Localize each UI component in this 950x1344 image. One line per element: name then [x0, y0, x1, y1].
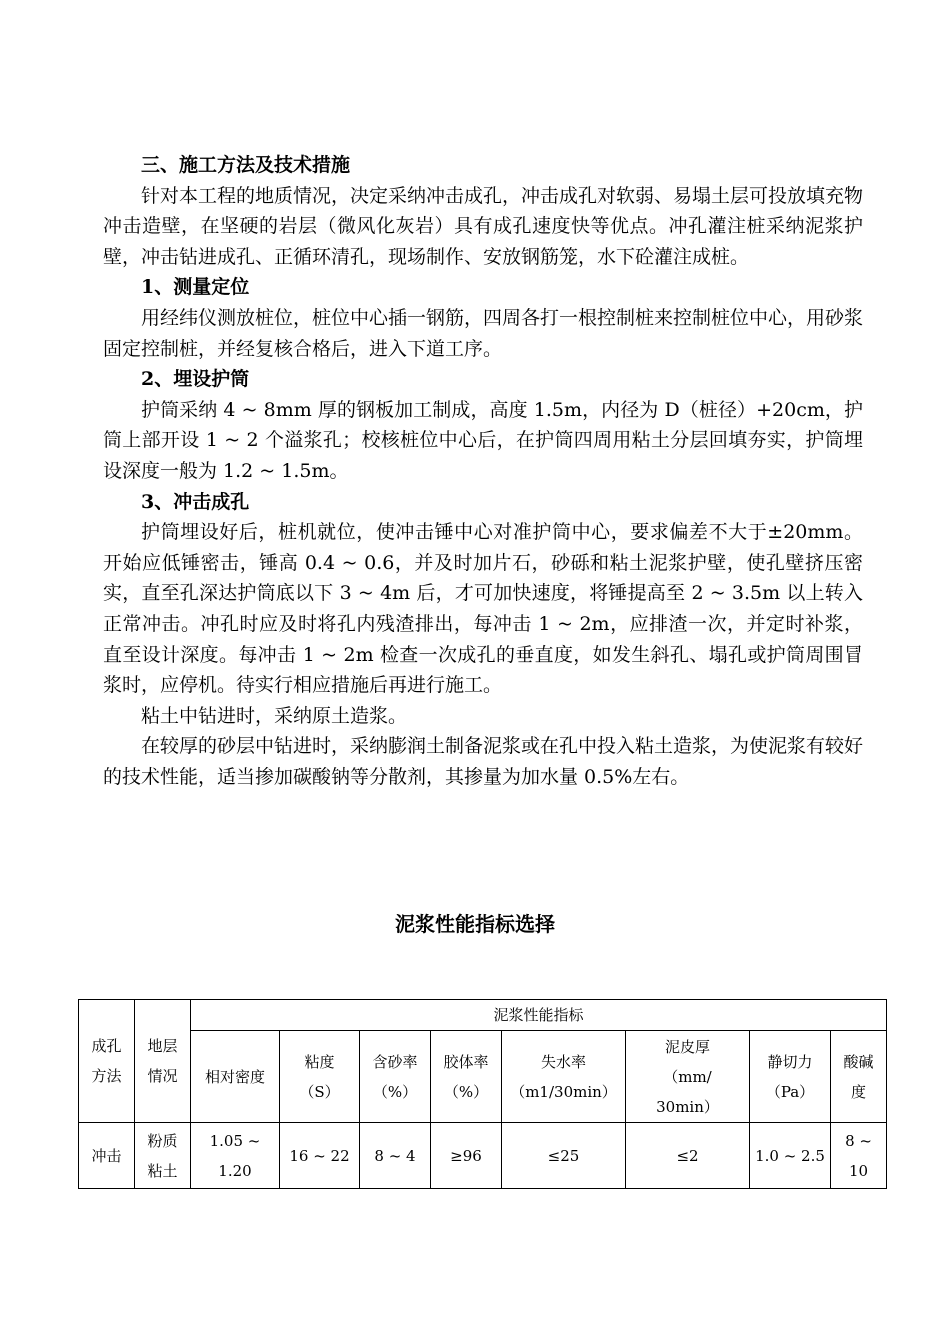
heading-casing: 2、埋设护筒	[141, 368, 250, 391]
header-viscosity: 粘度 （S）	[280, 1031, 360, 1123]
mud-performance-table	[78, 999, 887, 1189]
header-water-loss: 失水率 （m1/30min）	[502, 1031, 626, 1123]
header-ph: 酸碱 度	[831, 1031, 887, 1123]
table-row	[79, 1123, 887, 1189]
header-method: 成孔 方法	[79, 1000, 135, 1123]
cell-shear: 1.0 ~ 2.5	[750, 1123, 831, 1189]
percussion-paragraph: 护筒埋设好后，桩机就位，使冲击锤中心对准护筒中心，要求偏差不大于±20mm。开始应低锤密击，锤高 0.4 ~ 0.6，并及时加片石，砂砾和粘土泥浆护壁，使孔壁挤压密实，直至孔深达护筒底以下 3 ~ 4m 后，才可加快速度，将锤提高至 2 ~ 3.5m 以上转入正常冲击。冲孔时应及时将孔内残渣排出，每冲击 1 ~ 2m，应排渣一次，并定时补浆，直至设计深度。每冲击 1 ~ 2m 检查一次成孔的垂直度，如发生斜孔、塌孔或护筒周围冒浆时，应停机。待实行相应措施后再进行施工。	[103, 521, 863, 697]
heading-percussion: 3、冲击成孔	[141, 490, 250, 513]
cell-cake: ≤2	[626, 1123, 750, 1189]
cell-viscosity: 16 ~ 22	[280, 1123, 360, 1189]
cell-method: 冲击	[79, 1123, 135, 1189]
cell-sand: 8 ~ 4	[360, 1123, 431, 1189]
header-group: 泥浆性能指标	[191, 1000, 887, 1031]
cell-colloid: ≥96	[431, 1123, 502, 1189]
survey-paragraph: 用经纬仪测放桩位，桩位中心插一钢筋，四周各打一根控制桩来控制桩位中心，用砂浆固定控制桩，并经复核合格后，进入下道工序。	[103, 306, 864, 360]
cell-layer: 粉质 粘土	[135, 1123, 191, 1189]
header-cake: 泥皮厚 （mm/ 30min）	[626, 1031, 750, 1123]
cell-ph: 8 ~ 10	[831, 1123, 887, 1189]
header-shear: 静切力 （Pa）	[750, 1031, 831, 1123]
heading-survey: 1、测量定位	[141, 276, 250, 299]
cell-water-loss: ≤25	[502, 1123, 626, 1189]
header-density: 相对密度	[191, 1031, 280, 1123]
header-sand: 含砂率 （%）	[360, 1031, 431, 1123]
table-header-row-2	[79, 1031, 887, 1123]
casing-paragraph: 护筒采纳 4 ~ 8mm 厚的钢板加工制成，高度 1.5m，内径为 D（桩径）+20cm，护筒上部开设 1 ~ 2 个溢浆孔；校核桩位中心后，在护筒四周用粘土分层回填夯实，护筒埋设深度一般为 1.2 ~ 1.5m。	[103, 398, 863, 482]
table-title: 泥浆性能指标选择	[395, 912, 555, 936]
header-layer: 地层 情况	[135, 1000, 191, 1123]
cell-density: 1.05 ~ 1.20	[191, 1123, 280, 1189]
section-title: 三、施工方法及技术措施	[141, 154, 351, 176]
clay-paragraph: 粘土中钻进时，采纳原土造浆。	[141, 704, 408, 727]
intro-paragraph: 针对本工程的地质情况，决定采纳冲击成孔，冲击成孔对软弱、易塌土层可投放填充物冲击造壁，在坚硬的岩层（微风化灰岩）具有成孔速度快等优点。冲孔灌注桩采纳泥浆护壁，冲击钻进成孔、正循环清孔，现场制作、安放钢筋笼，水下砼灌注成桩。	[103, 184, 864, 268]
table-header-row-1	[79, 1000, 887, 1031]
document-body	[103, 150, 863, 792]
header-colloid: 胶体率 （%）	[431, 1031, 502, 1123]
sand-paragraph: 在较厚的砂层中钻进时，采纳膨润土制备泥浆或在孔中投入粘土造浆，为使泥浆有较好的技术性能，适当掺加碳酸钠等分散剂，其掺量为加水量 0.5%左右。	[103, 735, 864, 788]
